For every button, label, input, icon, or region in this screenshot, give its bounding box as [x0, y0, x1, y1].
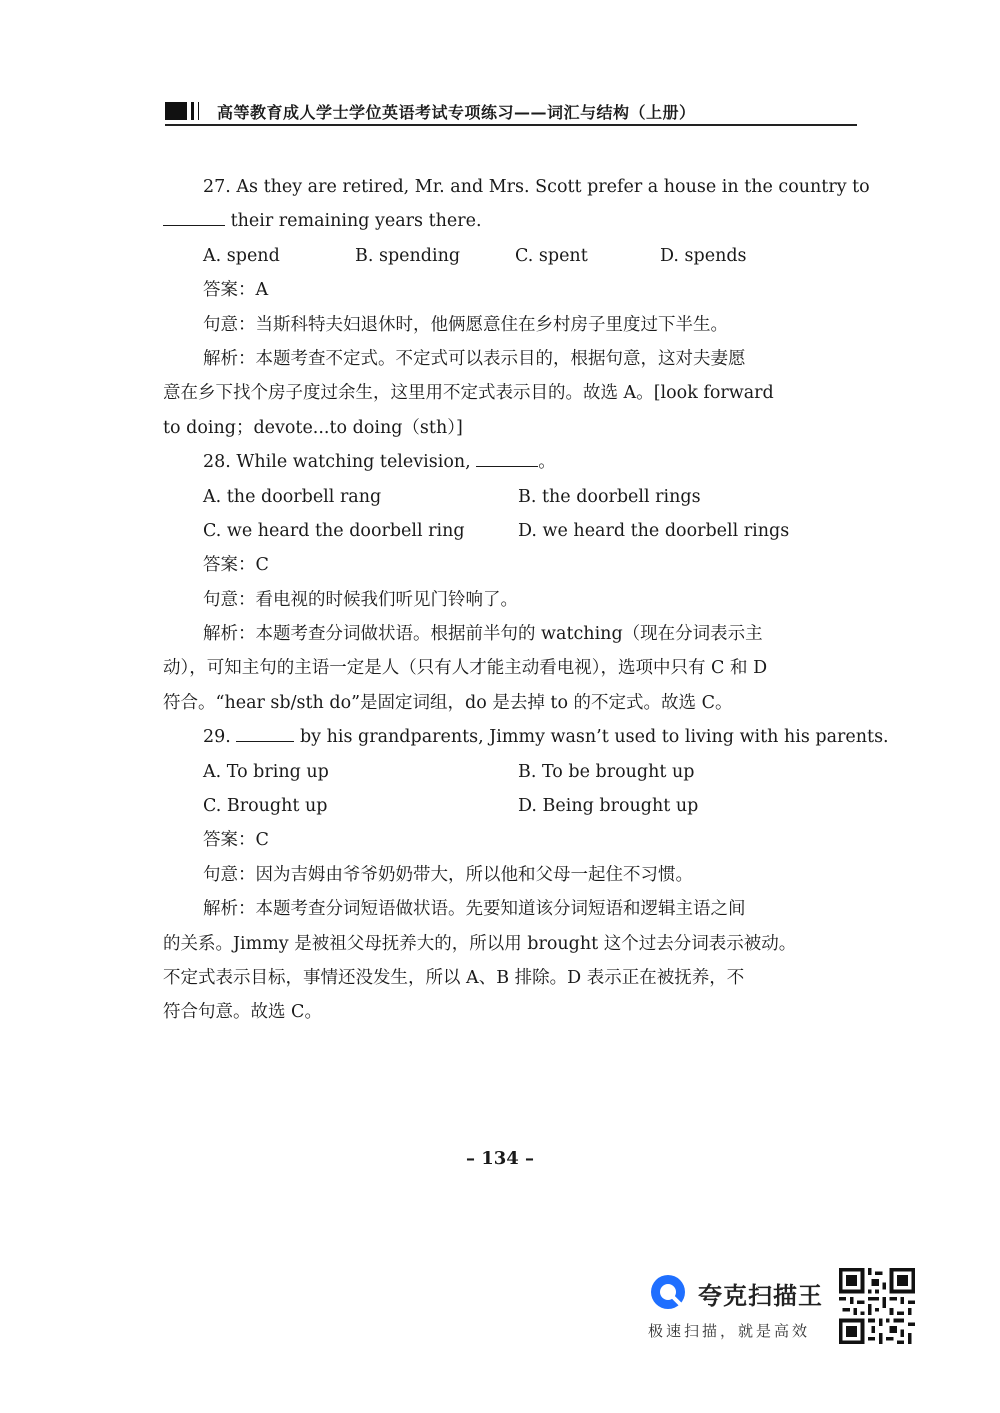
- q29-option-c: C. Brought up: [203, 796, 328, 817]
- q27-answer: 答案：A: [203, 280, 269, 301]
- q27-meaning: 句意：当斯科特夫妇退休时，他俩愿意住在乡村房子里度过下半生。: [203, 314, 728, 335]
- q27-analysis-line1: 解析：本题考查不定式。不定式可以表示目的，根据句意，这对夫妻愿: [203, 348, 746, 369]
- scanner-logo-icon: [648, 1272, 688, 1312]
- q27-option-d: D. spends: [660, 245, 747, 266]
- scanner-app-name: 夸克扫描王: [698, 1282, 823, 1310]
- q28-option-c: C. we heard the doorbell ring: [203, 520, 465, 541]
- q28-blank: [476, 446, 538, 467]
- q29-option-b: B. To be brought up: [518, 761, 695, 782]
- q29-options-row2: [163, 789, 857, 823]
- q27-option-b: B. spending: [355, 245, 461, 266]
- q29-stem-prefix: 29.: [203, 727, 237, 748]
- q27-stem-line1: 27. As they are retired, Mr. and Mrs. Scott prefer a house in the country to: [203, 177, 870, 197]
- q28-options-row2: [163, 514, 857, 548]
- scanner-slogan: 极速扫描，就是高效: [648, 1322, 811, 1340]
- q29-analysis-line2: 的关系。Jimmy 是被祖父母抚养大的，所以用 brought 这个过去分词表示被动。: [163, 933, 797, 954]
- q27-stem-text: their remaining years there.: [225, 211, 482, 232]
- q28-stem-suffix: 。: [538, 452, 556, 473]
- q27-analysis-line3: to doing；devote...to doing（sth）]: [163, 417, 463, 438]
- q29-option-d: D. Being brought up: [518, 796, 699, 817]
- header-title: 高等教育成人学士学位英语考试专项练习——词汇与结构（上册）: [217, 103, 696, 122]
- q29-stem-suffix: by his grandparents, Jimmy wasn’t used to living with his parents.: [294, 727, 889, 748]
- q27-option-c: C. spent: [515, 245, 588, 266]
- qr-code-icon: [836, 1268, 918, 1344]
- q29-analysis-line4: 符合句意。故选 C。: [163, 1002, 322, 1023]
- q28-option-d: D. we heard the doorbell rings: [518, 520, 790, 541]
- q28-analysis-line2: 动），可知主句的主语一定是人（只有人才能主动看电视），选项中只有 C 和 D: [163, 658, 768, 679]
- q28-analysis-line1: 解析：本题考查分词做状语。根据前半句的 watching（现在分词表示主: [203, 624, 763, 645]
- q27-stem-line2: [163, 204, 857, 238]
- q28-option-b: B. the doorbell rings: [518, 486, 701, 507]
- q28-option-a: A. the doorbell rang: [203, 486, 382, 507]
- header-block-mark: [165, 102, 187, 120]
- q29-stem: [163, 720, 889, 754]
- q29-answer: 答案：C: [203, 830, 269, 851]
- q27-analysis-line2: 意在乡下找个房子度过余生，这里用不定式表示目的。故选 A。[look forward: [163, 383, 774, 404]
- q29-blank: [236, 721, 294, 742]
- q28-options-row1: [163, 480, 857, 514]
- q29-option-a: A. To bring up: [203, 761, 329, 782]
- header-bar-mark: [191, 102, 194, 120]
- scanner-watermark: [648, 1268, 928, 1348]
- q29-analysis-line3: 不定式表示目标，事情还没发生，所以 A、B 排除。D 表示正在被抚养，不: [163, 967, 745, 988]
- page-number: – 134 –: [465, 1148, 535, 1169]
- q27-options: [163, 239, 857, 273]
- q28-answer: 答案：C: [203, 555, 269, 576]
- q29-meaning: 句意：因为吉姆由爷爷奶奶带大，所以他和父母一起住不习惯。: [203, 864, 693, 885]
- running-header: [165, 98, 857, 128]
- page-content: [163, 170, 889, 1030]
- q29-analysis-line1: 解析：本题考查分词短语做状语。先要知道该分词短语和逻辑主语之间: [203, 899, 746, 920]
- q27-blank: [163, 205, 225, 226]
- q28-analysis-line3: 符合。“hear sb/sth do”是固定词组，do 是去掉 to 的不定式。故选 C。: [163, 692, 733, 713]
- q28-stem: [163, 445, 857, 479]
- header-rule: [165, 124, 857, 126]
- q29-options-row1: [163, 755, 857, 789]
- q27-option-a: A. spend: [203, 245, 280, 266]
- q28-stem-prefix: 28. While watching television,: [203, 452, 477, 473]
- header-thin-bar-mark: [198, 102, 199, 120]
- q28-meaning: 句意：看电视的时候我们听见门铃响了。: [203, 589, 518, 610]
